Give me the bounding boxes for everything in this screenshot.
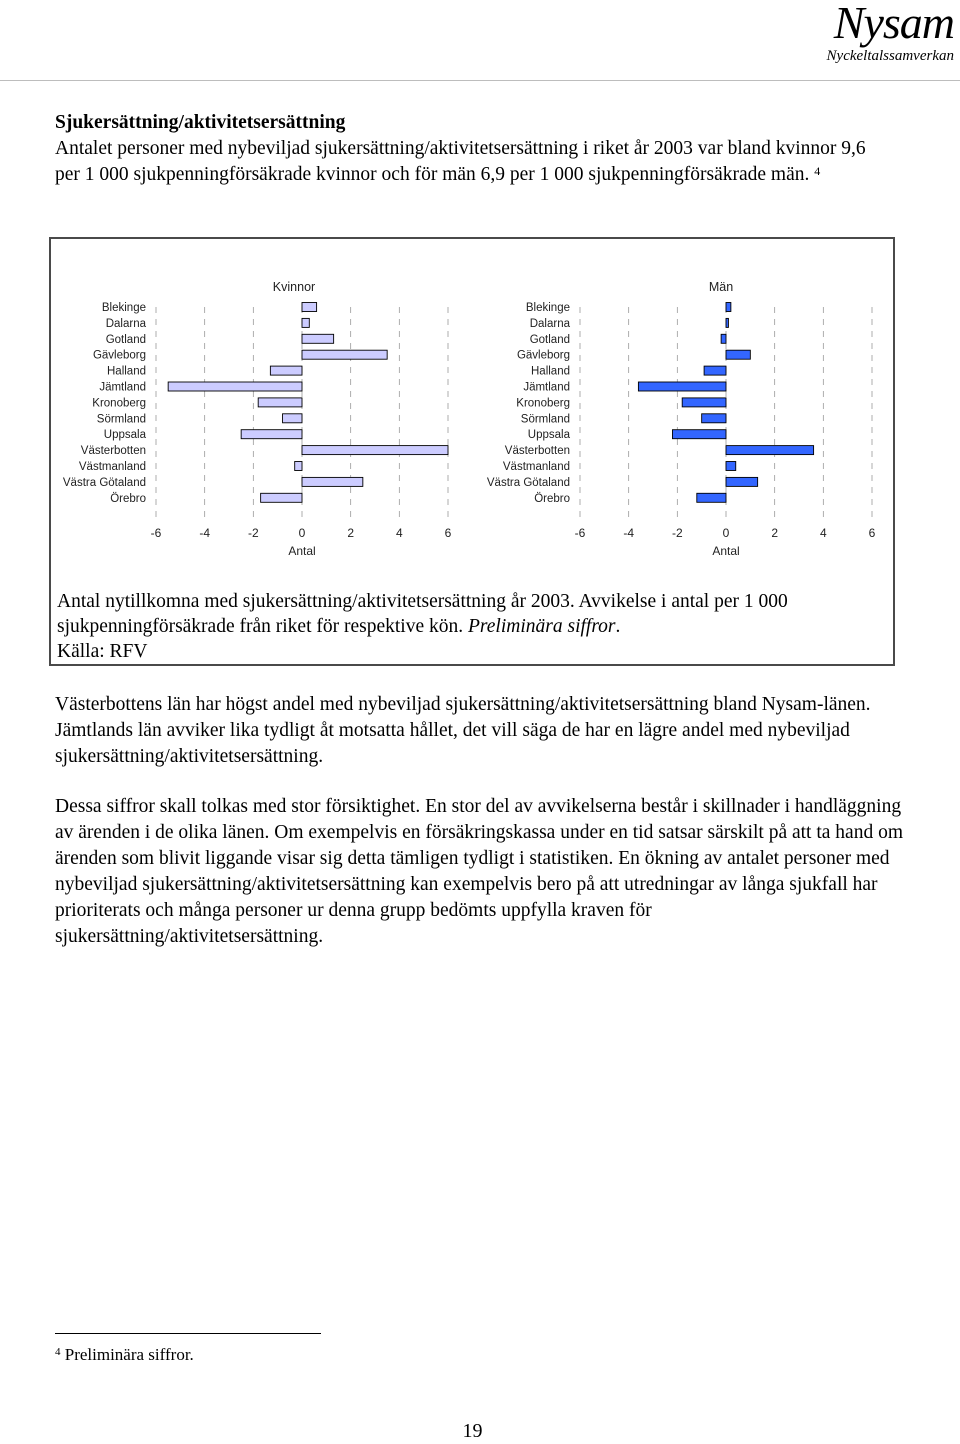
kvinnor-category-label: Sörmland (96, 413, 146, 426)
figure-caption (57, 589, 887, 664)
man-category-label: Halland (531, 365, 570, 378)
kvinnor-category-label: Kronoberg (92, 397, 146, 410)
man-bar (672, 430, 726, 439)
man-bar (726, 446, 814, 455)
intro-paragraph (55, 136, 895, 188)
body-paragraph-1: Västerbottens län har högst andel med nybeviljad sjukersättning/aktivitetsersättning bland Nysam-länen. Jämtlands län avviker lika tydligt åt motsatta hållet, det vill säga de har en lägre andel med nybeviljad sjukersättning/aktivitetsersättning. (55, 694, 871, 767)
kvinnor-axis-label: Antal (288, 544, 316, 558)
man-chart-title: Män (708, 280, 734, 294)
kvinnor-tick-label: 4 (395, 526, 403, 540)
kvinnor-bar (302, 318, 309, 327)
kvinnor-category-label: Västmanland (78, 461, 146, 473)
man-category-label: Örebro (534, 492, 570, 505)
kvinnor-tick-label: -2 (247, 526, 259, 540)
kvinnor-tick-label: 6 (444, 526, 452, 540)
footnote-text: Preliminära siffror. (64, 1345, 194, 1364)
kvinnor-bar (258, 398, 302, 407)
intro-text: Antalet personer med nybeviljad sjukersättning/aktivitetsersättning i riket år 2003 var bland kvinnor 9,6 per 1 000 sjukpenningförsäkrade kvinnor och för män 6,9 per 1 000 sjukpenningförsäkrade män. (55, 138, 866, 185)
kvinnor-chart-title: Kvinnor (272, 280, 316, 294)
page-number: 19 (462, 1420, 483, 1442)
kvinnor-category-label: Dalarna (105, 317, 146, 330)
man-tick-label: 2 (771, 526, 779, 540)
man-tick-label: -2 (671, 526, 683, 540)
man-category-label: Kronoberg (516, 397, 570, 410)
kvinnor-bar (168, 382, 302, 391)
man-category-label: Gotland (529, 333, 570, 346)
footnote (55, 1344, 194, 1366)
kvinnor-category-label: Gotland (105, 333, 146, 346)
kvinnor-category-label: Örebro (110, 492, 146, 505)
caption-punct: . (615, 616, 621, 637)
man-tick-label: -4 (623, 526, 635, 540)
man-category-label: Västmanland (502, 461, 570, 473)
man-bar (726, 477, 758, 486)
footnote-reference: 4 (814, 164, 821, 178)
footnote-number: 4 (55, 1346, 61, 1358)
man-axis-label: Antal (712, 544, 740, 558)
kvinnor-category-label: Halland (107, 365, 146, 378)
kvinnor-bar (302, 350, 387, 359)
man-category-label: Blekinge (525, 302, 570, 314)
man-bar (726, 303, 731, 312)
caption-main: Antal nytillkomna med sjukersättning/aktivitetsersättning år 2003. Avvikelse i antal per 1 000 sjukpenningförsäkrade från riket för respektive kön. (57, 591, 788, 637)
kvinnor-bar (283, 414, 302, 423)
nysam-logo (827, 0, 954, 64)
body-paragraph-2: Dessa siffror skall tolkas med stor försiktighet. En stor del av avvikelserna består i skillnader i handläggning av ärenden i de olika länen. Om exempelvis en försäkringskassa under en tid satsar särskilt på att ta hand om ärenden som blivit liggande visar sig detta tämligen tydligt i statistiken. En ökning av antalet personer med nybeviljad sjukersättning/aktivitetsersättning kan exempelvis bero på att utredningar av långa sjukfall har prioriterats och många personer ur denna grupp bedömts uppfylla kraven för sjukersättning/aktivitetsersättning. (55, 796, 903, 947)
man-category-label: Jämtland (523, 381, 570, 394)
man-bar (726, 350, 750, 359)
header-divider (0, 80, 960, 81)
kvinnor-bar (302, 303, 317, 312)
kvinnor-category-label: Jämtland (99, 381, 146, 394)
man-bar (726, 462, 736, 471)
man-bar (682, 398, 726, 407)
kvinnor-tick-label: 2 (347, 526, 355, 540)
man-tick-label: 4 (819, 526, 827, 540)
kvinnor-bar (241, 430, 302, 439)
man-bar (702, 414, 726, 423)
kvinnor-tick-label: -6 (150, 526, 162, 540)
man-category-label: Västra Götaland (486, 476, 570, 489)
section-intro (55, 110, 895, 188)
kvinnor-tick-label: 0 (298, 526, 306, 540)
man-category-label: Gävleborg (516, 349, 570, 362)
footnote-divider (55, 1333, 321, 1334)
kvinnor-tick-label: -4 (199, 526, 211, 540)
kvinnor-category-label: Västerbotten (80, 445, 146, 458)
man-category-label: Dalarna (529, 317, 570, 330)
man-tick-label: 0 (722, 526, 730, 540)
section-title: Sjukersättning/aktivitetsersättning (55, 112, 346, 133)
man-bar (704, 366, 726, 375)
man-tick-label: 6 (868, 526, 876, 540)
logo-subtitle: Nyckeltalssamverkan (826, 48, 954, 64)
kvinnor-bar (261, 493, 302, 502)
kvinnor-category-label: Gävleborg (92, 349, 146, 362)
kvinnor-bar (302, 477, 363, 486)
charts-figure (51, 239, 893, 569)
man-category-label: Sörmland (520, 413, 570, 426)
figure-frame (49, 237, 895, 666)
man-tick-label: -6 (574, 526, 586, 540)
body-text (55, 692, 905, 974)
kvinnor-bar (295, 462, 302, 471)
man-bar (697, 493, 726, 502)
kvinnor-bar (302, 334, 334, 343)
man-category-label: Uppsala (527, 429, 570, 442)
man-category-label: Västerbotten (504, 445, 570, 458)
kvinnor-category-label: Uppsala (103, 429, 146, 442)
man-bar (638, 382, 726, 391)
kvinnor-bar (302, 446, 448, 455)
kvinnor-category-label: Blekinge (101, 302, 146, 314)
man-bar (721, 334, 726, 343)
kvinnor-bar (270, 366, 302, 375)
kvinnor-category-label: Västra Götaland (62, 476, 146, 489)
caption-source: Källa: RFV (57, 641, 148, 662)
man-bar (726, 318, 728, 327)
caption-italic: Preliminära siffror (468, 616, 616, 637)
logo-name: Nysam (833, 0, 954, 48)
